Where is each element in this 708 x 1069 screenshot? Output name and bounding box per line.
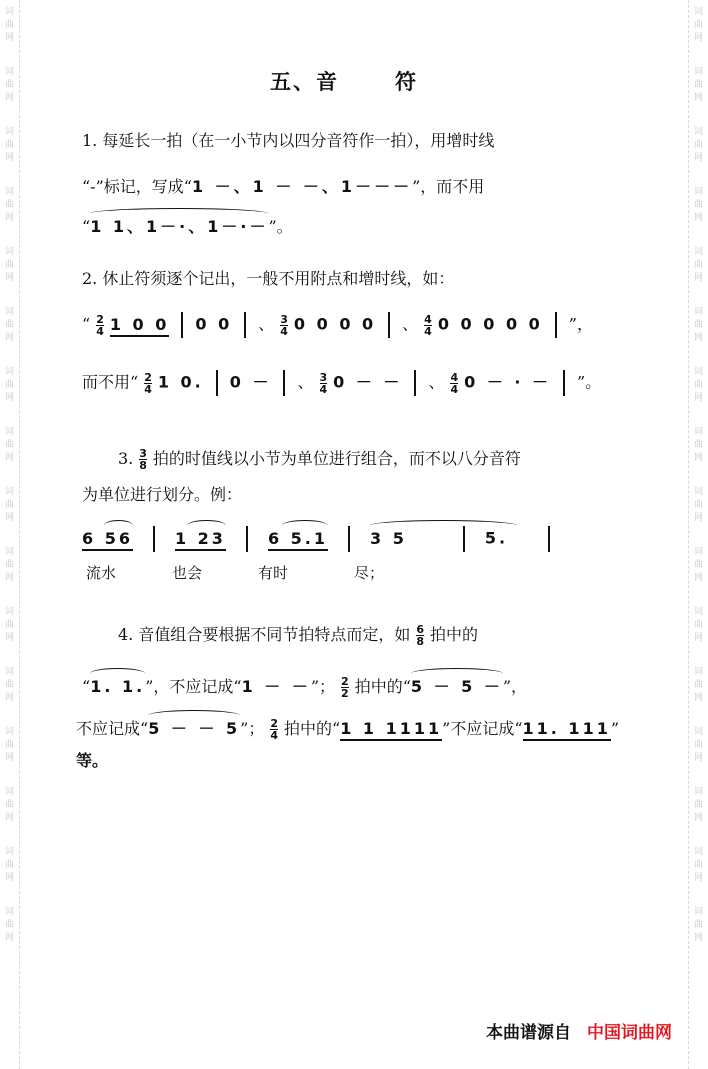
watermark-char: 曲: [4, 560, 14, 570]
watermark-char: 曲: [693, 80, 703, 90]
watermark-char: 网: [4, 813, 14, 823]
watermark-char: 网: [693, 273, 703, 283]
tie-arc: [411, 668, 503, 679]
watermark-char: 曲: [693, 260, 703, 270]
watermark-char: 网: [693, 693, 703, 703]
watermark-group: [694, 906, 703, 945]
watermark-char: 网: [4, 513, 14, 523]
watermark-group: [694, 426, 703, 465]
watermark-char: 曲: [693, 20, 703, 30]
time-signature: $\frac{2}{4}$: [270, 717, 279, 742]
watermark-char: 词: [693, 307, 703, 317]
watermark-char: 词: [4, 367, 14, 377]
watermark-char: 词: [4, 607, 14, 617]
watermark-char: 网: [693, 333, 703, 343]
tie-arc: [104, 520, 133, 531]
time-signature: $\frac{2}{4}$: [96, 312, 104, 338]
lyric: 尽；: [354, 564, 385, 582]
watermark-char: 网: [4, 393, 14, 403]
p4-line-2: “ 1. 1.”，不应记成“1 － －”； $\frac{2}{2}$ 拍中的“ 5 － 5 －”，: [82, 676, 527, 699]
watermark-char: 曲: [693, 860, 703, 870]
time-signature: $\frac{2}{4}$: [144, 370, 152, 396]
watermark-char: 曲: [4, 440, 14, 450]
watermark-char: 网: [4, 693, 14, 703]
watermark-char: 曲: [4, 620, 14, 630]
watermark-group: [5, 186, 14, 225]
p4-line-4: 等。: [76, 751, 109, 770]
watermark-char: 网: [4, 33, 14, 43]
watermark-char: 网: [4, 333, 14, 343]
tie-arc: [282, 520, 328, 531]
watermark-char: 词: [4, 547, 14, 557]
tie-arc: [90, 668, 145, 679]
p3-line-2: 为单位进行划分。例：: [82, 485, 243, 504]
tie-arc: [148, 710, 240, 721]
watermark-char: 词: [4, 787, 14, 797]
watermark-group: [5, 6, 14, 45]
watermark-char: 网: [4, 453, 14, 463]
watermark-char: 网: [4, 573, 14, 583]
watermark-char: 网: [693, 213, 703, 223]
watermark-char: 曲: [4, 20, 14, 30]
watermark-char: 词: [693, 247, 703, 257]
watermark-char: 曲: [4, 380, 14, 390]
source-label: 本曲谱源自: [486, 1023, 571, 1043]
watermark-char: 曲: [693, 620, 703, 630]
watermark-char: 网: [693, 513, 703, 523]
watermark-char: 曲: [693, 380, 703, 390]
watermark-group: [694, 6, 703, 45]
p4-line-3: 不应记成“ 5 － － 5”； $\frac{2}{4}$ 拍中的“1 1 1111”不应记成“11. 111”: [76, 718, 619, 741]
watermark-char: 曲: [4, 680, 14, 690]
watermark-char: 词: [4, 127, 14, 137]
watermark-char: 网: [693, 393, 703, 403]
time-signature: $\frac{2}{2}$: [341, 675, 349, 700]
time-signature: $\frac{6}{8}$: [416, 623, 425, 648]
watermark-char: 词: [693, 847, 703, 857]
watermark-char: 词: [4, 727, 14, 737]
watermark-char: 曲: [693, 800, 703, 810]
watermark-group: [694, 126, 703, 165]
watermark-char: 曲: [4, 920, 14, 930]
watermark-group: [694, 666, 703, 705]
p2-line-1: 2. 休止符须逐个记出，一般不用附点和增时线，如：: [82, 269, 455, 288]
watermark-char: 网: [4, 873, 14, 883]
watermark-char: 曲: [693, 560, 703, 570]
watermark-group: [5, 306, 14, 345]
watermark-group: [5, 126, 14, 165]
watermark-group: [694, 306, 703, 345]
watermark-char: 词: [693, 127, 703, 137]
watermark-char: 词: [4, 427, 14, 437]
time-signature: $\frac{4}{4}$: [450, 370, 459, 396]
tie-arc: [370, 520, 517, 531]
watermark-group: [694, 366, 703, 405]
watermark-char: 网: [693, 813, 703, 823]
watermark-char: 曲: [4, 200, 14, 210]
p1-line-3: “ 1 1、1－·、1－·－”。: [82, 216, 293, 238]
watermark-group: [694, 726, 703, 765]
watermark-char: 曲: [693, 920, 703, 930]
source-site-link[interactable]: 中国词曲网: [587, 1023, 672, 1043]
watermark-char: 网: [693, 933, 703, 943]
watermark-group: [5, 246, 14, 285]
watermark-char: 词: [4, 667, 14, 677]
watermark-group: [694, 606, 703, 645]
watermark-group: [5, 786, 14, 825]
watermark-char: 曲: [693, 440, 703, 450]
watermark-char: 词: [693, 727, 703, 737]
watermark-char: 网: [693, 33, 703, 43]
source-credit: [486, 1018, 672, 1043]
watermark-char: 曲: [693, 680, 703, 690]
lyric: 有时: [258, 564, 289, 582]
watermark-char: 曲: [4, 140, 14, 150]
watermark-char: 词: [693, 607, 703, 617]
watermark-group: [694, 186, 703, 225]
watermark-char: 网: [693, 753, 703, 763]
watermark-char: 词: [693, 787, 703, 797]
watermark-char: 网: [693, 93, 703, 103]
watermark-char: 词: [693, 427, 703, 437]
watermark-char: 词: [693, 487, 703, 497]
watermark-char: 曲: [693, 140, 703, 150]
watermark-char: 词: [4, 487, 14, 497]
watermark-char: 网: [693, 153, 703, 163]
watermark-char: 曲: [4, 500, 14, 510]
lyric: 流水: [86, 564, 117, 582]
watermark-group: [5, 606, 14, 645]
watermark-char: 词: [693, 667, 703, 677]
p1-notes-a: 1 －、1 － －、1－－－: [191, 177, 413, 196]
watermark-char: 词: [4, 847, 14, 857]
time-signature: $\frac{3}{4}$: [319, 370, 328, 396]
watermark-group: [5, 906, 14, 945]
time-signature: $\frac{3}{4}$: [280, 312, 288, 338]
watermark-group: [5, 366, 14, 405]
watermark-char: 网: [4, 153, 14, 163]
watermark-char: 词: [693, 907, 703, 917]
p4-line-1: 4. 音值组合要根据不同节拍特点而定，如 $\frac{6}{8}$ 拍中的: [118, 623, 479, 648]
p1-line-1: 1. 每延长一拍（在一小节内以四分音符作一拍），用增时线: [82, 131, 495, 150]
watermark-char: 曲: [4, 320, 14, 330]
watermark-char: 网: [4, 633, 14, 643]
title-part-2: 符: [395, 69, 418, 94]
watermark-char: 网: [693, 453, 703, 463]
p3-notes: 6 56 1 23 6 5.1 3 5 5.: [82, 526, 562, 552]
title-part-1: 五、音: [270, 69, 339, 94]
watermark-char: 曲: [693, 320, 703, 330]
watermark-char: 词: [693, 67, 703, 77]
tie-arc: [90, 208, 268, 219]
p1-notes-b: 1 1、1－·、1－·－: [90, 217, 269, 236]
time-signature: $\frac{4}{4}$: [424, 312, 432, 338]
watermark-char: 网: [4, 93, 14, 103]
watermark-char: 曲: [693, 500, 703, 510]
tie-arc: [187, 520, 226, 531]
watermark-char: 曲: [4, 80, 14, 90]
watermark-group: [5, 846, 14, 885]
watermark-group: [694, 66, 703, 105]
watermark-char: 网: [4, 933, 14, 943]
watermark-char: 词: [693, 367, 703, 377]
watermark-group: [5, 546, 14, 585]
watermark-group: [694, 786, 703, 825]
watermark-group: [694, 486, 703, 525]
p2-line-2: “ $\frac{2}{4}$ 1 0 0 0 0 、 $\frac{3}{4}$ 0 0 0 0 、 $\frac{4}{4}$ 0 0 0 0 0 ”，: [82, 312, 593, 338]
watermark-char: 词: [4, 907, 14, 917]
watermark-char: 曲: [4, 260, 14, 270]
watermark-strip-left: [0, 0, 20, 1069]
watermark-group: [5, 486, 14, 525]
watermark-char: 曲: [4, 800, 14, 810]
watermark-group: [694, 546, 703, 585]
watermark-char: 曲: [4, 740, 14, 750]
watermark-char: 网: [4, 753, 14, 763]
watermark-group: [5, 426, 14, 465]
watermark-group: [694, 246, 703, 285]
watermark-strip-right: [688, 0, 708, 1069]
watermark-char: 曲: [4, 860, 14, 870]
watermark-char: 词: [693, 7, 703, 17]
watermark-group: [5, 66, 14, 105]
watermark-char: 词: [693, 187, 703, 197]
watermark-char: 词: [4, 187, 14, 197]
watermark-char: 词: [4, 247, 14, 257]
time-signature: $\frac{3}{8}$: [139, 447, 147, 472]
watermark-char: 曲: [693, 740, 703, 750]
watermark-char: 词: [4, 7, 14, 17]
p1-line-2: “-”标记，写成“1 －、1 － －、1－－－”，而不用: [82, 177, 485, 196]
watermark-group: [5, 666, 14, 705]
watermark-char: 网: [693, 573, 703, 583]
watermark-char: 曲: [693, 200, 703, 210]
watermark-char: 网: [693, 633, 703, 643]
p3-line-1: 3. $\frac{3}{8}$ 拍的时值线以小节为单位进行组合，而不以八分音符: [118, 447, 521, 472]
p2-line-3: 而不用“ $\frac{2}{4}$ 1 0. 0 － 、 $\frac{3}{4}$ 0 － － 、 $\frac{4}{4}$ 0 － · － ”。: [82, 370, 602, 396]
watermark-char: 网: [4, 213, 14, 223]
lyric: 也会: [172, 564, 203, 582]
watermark-char: 网: [4, 273, 14, 283]
watermark-char: 网: [693, 873, 703, 883]
page-title: [270, 66, 418, 96]
watermark-group: [5, 726, 14, 765]
watermark-group: [694, 846, 703, 885]
watermark-char: 词: [4, 307, 14, 317]
watermark-char: 词: [4, 67, 14, 77]
watermark-char: 词: [693, 547, 703, 557]
